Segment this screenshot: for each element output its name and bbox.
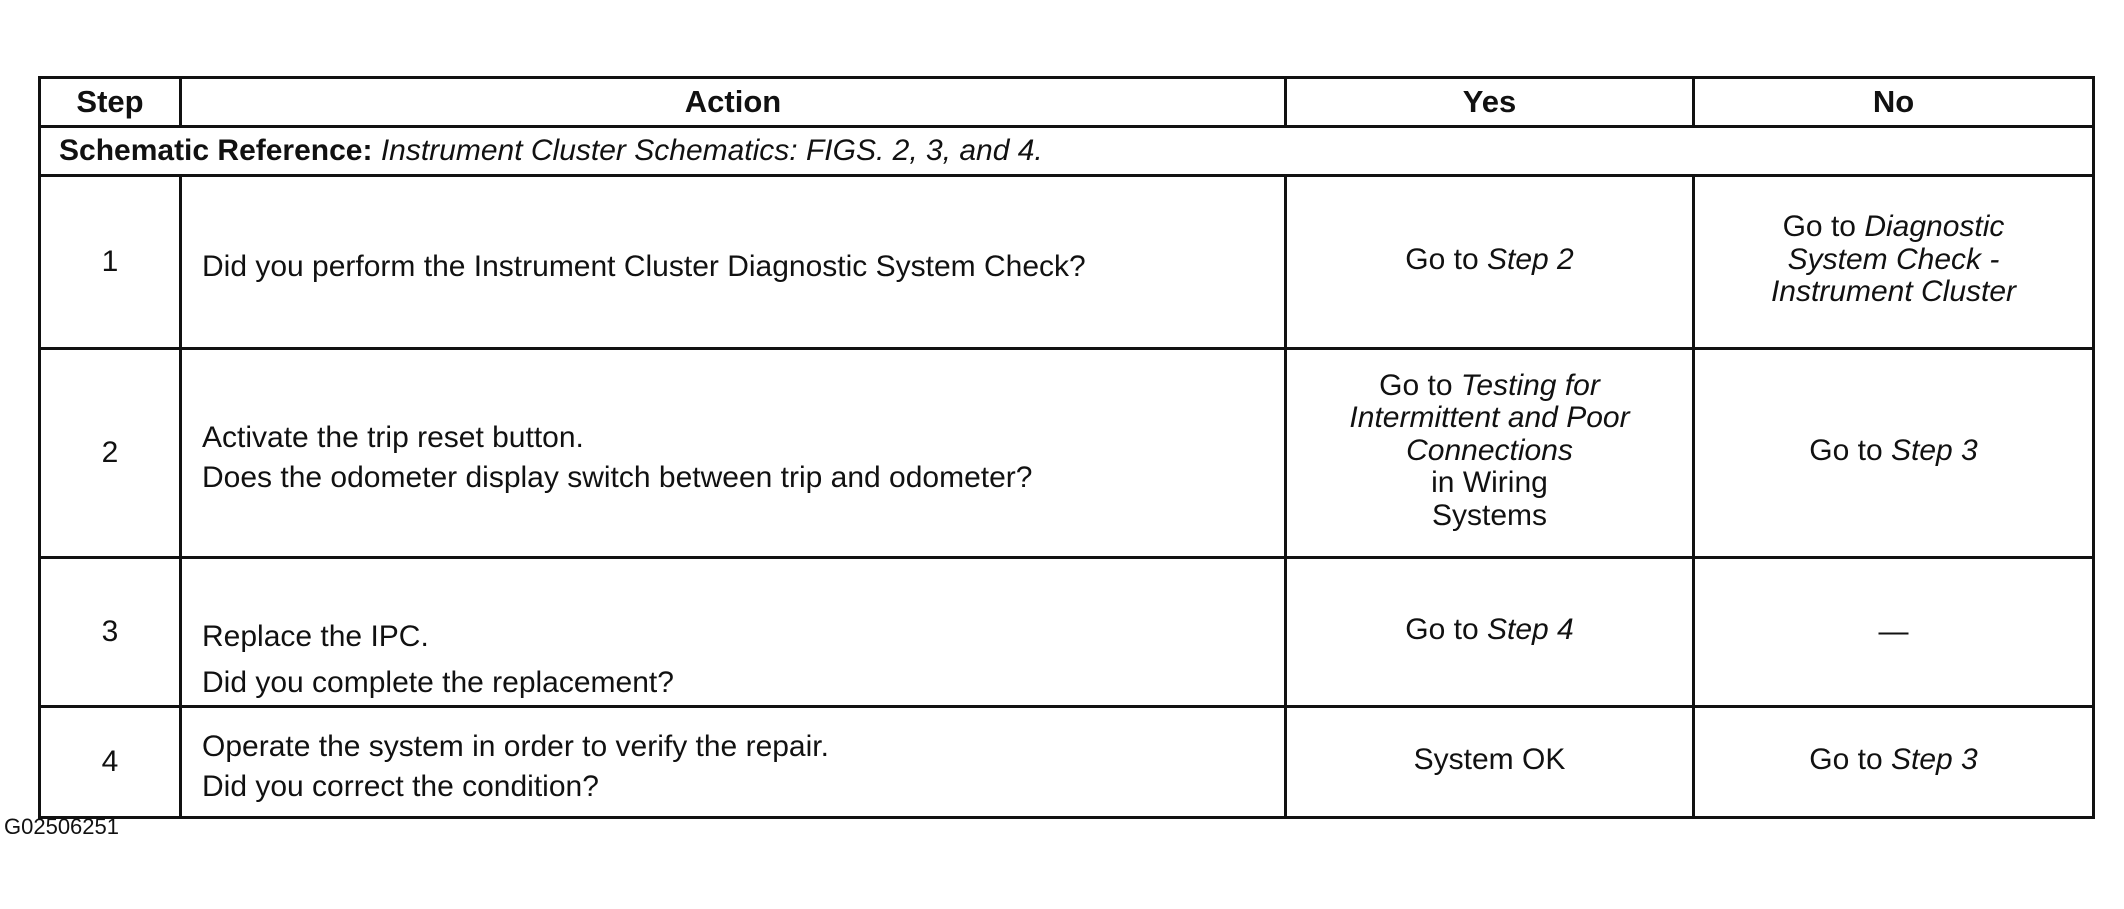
yes-link-line[interactable]: Intermittent and Poor — [1349, 401, 1630, 435]
no-cell — [1694, 176, 2094, 349]
yes-cell — [1286, 349, 1694, 558]
action-line: Replace the IPC. — [202, 619, 429, 653]
no-prefix: Go to — [1782, 210, 1865, 244]
yes-prefix: Go to — [1379, 369, 1461, 403]
yes-link[interactable]: Step 2 — [1486, 242, 1574, 276]
table-row — [40, 707, 2094, 818]
action-line: Did you correct the condition? — [202, 770, 599, 803]
yes-link-line[interactable]: Connections — [1406, 433, 1573, 467]
header-row — [40, 78, 2094, 127]
action-cell — [181, 707, 1286, 818]
no-dash: — — [1878, 614, 1909, 648]
action-cell — [181, 558, 1286, 707]
header-no: No — [1694, 78, 2094, 127]
header-action: Action — [181, 78, 1286, 127]
step-number: 4 — [40, 707, 181, 818]
step-number: 1 — [40, 176, 181, 349]
no-link[interactable]: Step 3 — [1890, 433, 1978, 467]
yes-link[interactable]: Step 4 — [1486, 612, 1574, 646]
schematic-reference — [40, 127, 2094, 176]
yes-link[interactable]: Testing for — [1460, 369, 1600, 403]
figure-id: G02506251 — [4, 814, 119, 839]
action-line: Activate the trip reset button. — [202, 420, 584, 454]
no-cell — [1694, 707, 2094, 818]
schematic-text: Instrument Cluster Schematics: FIGS. 2, 3, and 4. — [380, 133, 1043, 167]
no-prefix: Go to — [1809, 742, 1891, 776]
no-link-line[interactable]: System Check - — [1787, 242, 2000, 276]
yes-prefix: Go to — [1405, 612, 1487, 646]
yes-cell — [1286, 558, 1694, 707]
no-link[interactable]: Diagnostic — [1864, 210, 2005, 244]
table-row — [40, 176, 2094, 349]
step-number: 3 — [40, 558, 181, 707]
no-link-line[interactable]: Instrument Cluster — [1770, 275, 2017, 309]
no-link[interactable]: Step 3 — [1890, 742, 1978, 776]
yes-tail-line: in Wiring — [1431, 466, 1548, 500]
yes-tail-line: Systems — [1431, 498, 1548, 532]
action-line: Does the odometer display switch between trip and odometer? — [202, 461, 1033, 494]
action-cell — [181, 349, 1286, 558]
action-line: Did you complete the replacement? — [202, 665, 674, 699]
yes-text: System OK — [1413, 742, 1566, 776]
no-prefix: Go to — [1809, 433, 1891, 467]
action-line: Operate the system in order to verify the repair. — [202, 729, 829, 763]
table-row — [40, 558, 2094, 707]
yes-cell — [1286, 176, 1694, 349]
schematic-row — [40, 127, 2094, 176]
header-yes: Yes — [1286, 78, 1694, 127]
action-cell — [181, 176, 1286, 349]
yes-prefix: Go to — [1405, 242, 1487, 276]
no-cell — [1694, 558, 2094, 707]
action-line: Did you perform the Instrument Cluster Diagnostic System Check? — [202, 249, 1086, 283]
step-number: 2 — [40, 349, 181, 558]
schematic-label: Schematic Reference: — [59, 133, 373, 167]
table-row — [40, 349, 2094, 558]
diagnostic-table — [38, 76, 2095, 819]
no-cell — [1694, 349, 2094, 558]
yes-cell — [1286, 707, 1694, 818]
header-step: Step — [40, 78, 181, 127]
